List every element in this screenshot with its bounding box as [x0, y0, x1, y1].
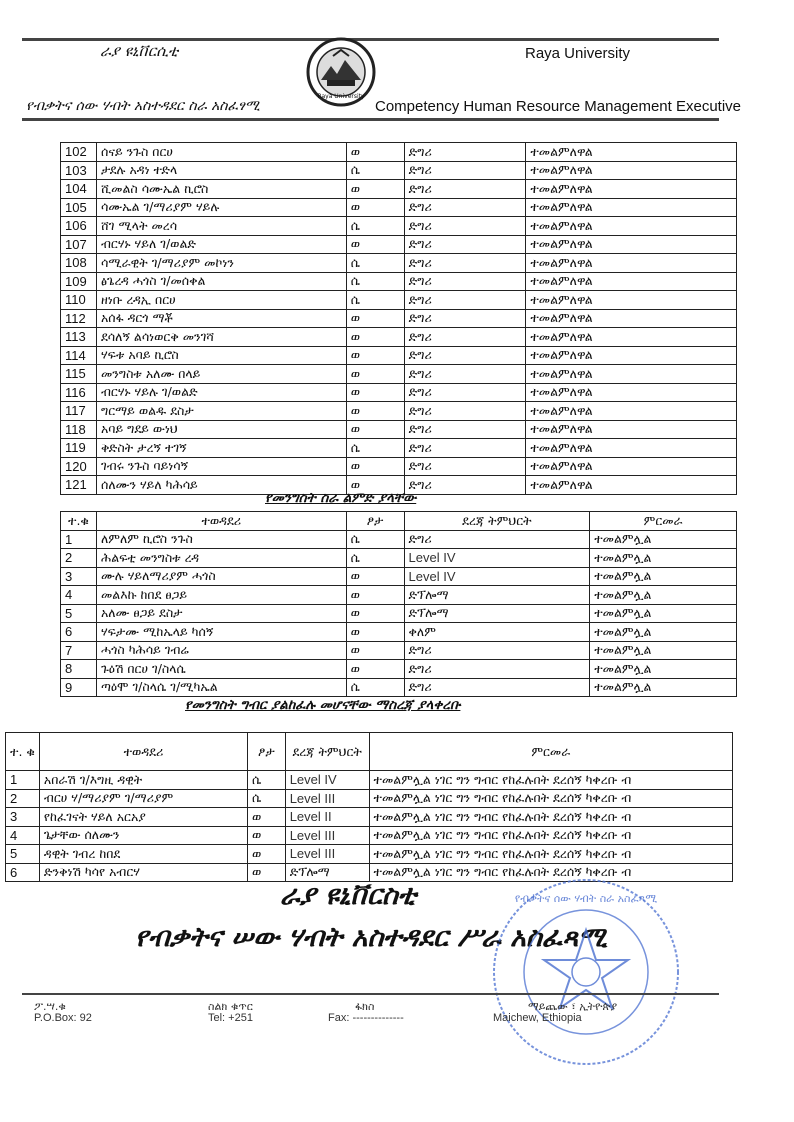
gender: ሴ	[248, 789, 286, 808]
table-row	[61, 291, 737, 310]
table-row	[61, 678, 737, 697]
candidate-name: ሃፍታሙ ሚከኤላይ ካሰኝ	[96, 623, 346, 642]
education-level: Level III	[285, 845, 369, 864]
gender: ወ	[346, 604, 404, 623]
office-name-am: የብቃትና ሰው ሃብት አስተዳደር ስራ አስፈፃሚ	[26, 98, 260, 114]
seal-text: የብቃትና ሰው ሃብት ስራ አስፈጻሚ	[514, 892, 658, 905]
education-level: ድግሪ	[404, 420, 526, 439]
row-number: 7	[61, 641, 97, 660]
candidate-name: ሳሙኤል ገ/ማሪያም ሃይሉ	[96, 198, 346, 217]
gender: ወ	[346, 476, 404, 495]
table-row	[6, 845, 733, 864]
candidate-name: ሰለሙን ሃይለ ካሕሳይ	[96, 476, 346, 495]
table-row	[61, 309, 737, 328]
education-level: ድግሪ	[404, 457, 526, 476]
gender: ወ	[346, 623, 404, 642]
education-level: ድግሪ	[404, 198, 526, 217]
university-name-am: ራያ ዩኒቨርሲቲ	[100, 42, 179, 60]
gender: ወ	[248, 808, 286, 827]
education-level: ድግሪ	[404, 383, 526, 402]
status: ተመልምሏል	[590, 660, 737, 679]
gender: ወ	[346, 567, 404, 586]
status: ተመልምሏል ነገር ግን ግብር የከፈሉበት ደረሰኝ ካቀረቡ ብ	[369, 863, 732, 882]
education-level: ድፕሎማ	[404, 586, 590, 605]
row-number: 3	[61, 567, 97, 586]
gender: ሴ	[346, 530, 404, 549]
table-row	[61, 420, 737, 439]
pobox-value: P.O.Box: 92	[34, 1012, 92, 1024]
row-number: 5	[61, 604, 97, 623]
table-row	[61, 567, 737, 586]
row-number: 4	[61, 586, 97, 605]
row-number: 112	[61, 309, 97, 328]
gender: ወ	[346, 143, 404, 162]
status: ተመልምሏል ነገር ግን ግብር የከፈሉበት ደረሰኝ ካቀረቡ ብ	[369, 845, 732, 864]
row-number: 2	[61, 549, 97, 568]
office-seal	[486, 872, 686, 1072]
candidate-name: ሺመልስ ሳሙኤል ኪሮስ	[96, 180, 346, 199]
row-number: 102	[61, 143, 97, 162]
education-level: Level IV	[404, 567, 590, 586]
education-level: Level IV	[404, 549, 590, 568]
candidate-name: ሸገ ሚላት መረሳ	[96, 217, 346, 236]
status: ተመልምለዋል	[526, 291, 737, 310]
row-number: 108	[61, 254, 97, 273]
gender: ሴ	[346, 272, 404, 291]
table-row	[61, 549, 737, 568]
column-header-education-level: ደረጃ ትምህርት	[285, 733, 369, 771]
table-row	[61, 457, 737, 476]
gender: ወ	[346, 365, 404, 384]
status: ተመልምለዋል	[526, 254, 737, 273]
stamp-line-1: ራያ ዩኒቨርስቲ	[280, 880, 417, 911]
table-row	[61, 254, 737, 273]
table-row	[61, 198, 737, 217]
table-row	[61, 623, 737, 642]
education-level: Level III	[285, 789, 369, 808]
section2-title: የመንግስት ስራ ልምድ ያላቸው	[265, 490, 417, 506]
gender: ወ	[346, 309, 404, 328]
status: ተመልምለዋል	[526, 365, 737, 384]
row-number: 6	[61, 623, 97, 642]
table-row	[6, 826, 733, 845]
header-bottom-rule	[22, 118, 719, 121]
gender: ወ	[346, 235, 404, 254]
row-number: 6	[6, 863, 40, 882]
candidate-name: መንግስቱ አለሙ በላይ	[96, 365, 346, 384]
row-number: 8	[61, 660, 97, 679]
row-number: 1	[61, 530, 97, 549]
row-number: 109	[61, 272, 97, 291]
status: ተመልምለዋል	[526, 161, 737, 180]
education-level: ድግሪ	[404, 641, 590, 660]
candidate-name: ሙሉ ሃይለማሪያም ሓጎስ	[96, 567, 346, 586]
gender: ሴ	[346, 439, 404, 458]
row-number: 2	[6, 789, 40, 808]
education-level: ድግሪ	[404, 365, 526, 384]
row-number: 106	[61, 217, 97, 236]
row-number: 103	[61, 161, 97, 180]
column-header-row-number: ተ. ቁ	[6, 733, 40, 771]
education-level: ድግሪ	[404, 180, 526, 199]
candidate-name: ብርሀ ሃ/ማሪያም ገ/ማሪያም	[39, 789, 247, 808]
candidate-name: ገብሩ ንጉስ ባይነሳኝ	[96, 457, 346, 476]
office-name-en: Competency Human Resource Management Executive	[375, 98, 742, 115]
education-level: ድግሪ	[404, 143, 526, 162]
university-name-en: Raya University	[525, 45, 631, 62]
table-row	[61, 383, 737, 402]
education-level: ድግሪ	[404, 660, 590, 679]
row-number: 104	[61, 180, 97, 199]
education-level: ድግሪ	[404, 272, 526, 291]
gender: ወ	[248, 826, 286, 845]
candidate-name: ታደሉ አዳነ ተድላ	[96, 161, 346, 180]
row-number: 5	[6, 845, 40, 864]
education-level: ድግሪ	[404, 439, 526, 458]
status: ተመልምለዋል	[526, 420, 737, 439]
recruited-table-1	[60, 142, 737, 495]
table-row	[61, 328, 737, 347]
row-number: 113	[61, 328, 97, 347]
candidate-name: ሓጎስ ካሕሳይ ገብሬ	[96, 641, 346, 660]
status: ተመልምሏል	[590, 549, 737, 568]
table-row	[61, 586, 737, 605]
candidate-name: ብርሃኑ ሃይሉ ገ/ወልድ	[96, 383, 346, 402]
gender: ሴ	[346, 254, 404, 273]
gender: ሴ	[346, 161, 404, 180]
status: ተመልምለዋል	[526, 476, 737, 495]
education-level: ድግሪ	[404, 291, 526, 310]
status: ተመልምለዋል	[526, 180, 737, 199]
gender: ወ	[346, 198, 404, 217]
gender: ወ	[346, 383, 404, 402]
address-value: Maichew, Ethiopia	[493, 1012, 582, 1024]
status: ተመልምለዋል	[526, 272, 737, 291]
candidate-name: መልእኩ ከበደ ፀጋይ	[96, 586, 346, 605]
status: ተመልምሏል	[590, 641, 737, 660]
education-level: Level II	[285, 808, 369, 827]
table-row	[61, 439, 737, 458]
candidate-name: ጉዕሽ በርሀ ገ/ስላሴ	[96, 660, 346, 679]
education-level: ድግሪ	[404, 678, 590, 697]
candidate-name: ሕልፍቲ መንግስቱ ረዳ	[96, 549, 346, 568]
education-level: ድፕሎማ	[285, 863, 369, 882]
table-row	[61, 660, 737, 679]
table-row	[61, 402, 737, 421]
table-row	[61, 217, 737, 236]
candidate-name: አበራሽ ገ/እግዚ ዳዊት	[39, 771, 247, 790]
address-label: ማይጨው ፣ ኢትዮጵያ	[528, 1000, 618, 1013]
status: ተመልምለዋል	[526, 402, 737, 421]
status: ተመልምለዋል	[526, 198, 737, 217]
gender: ወ	[248, 863, 286, 882]
tax-pending-table	[5, 732, 733, 882]
education-level: ቀለም	[404, 623, 590, 642]
column-header-status: ምርመራ	[590, 512, 737, 531]
table-row	[61, 272, 737, 291]
table-row	[61, 143, 737, 162]
candidate-name: የከፈገናት ሃይለ አርአያ	[39, 808, 247, 827]
candidate-name: ግርማይ ወልዱ ደስታ	[96, 402, 346, 421]
gender: ወ	[346, 641, 404, 660]
status: ተመልምሏል	[590, 604, 737, 623]
table-row	[61, 180, 737, 199]
education-level: Level III	[285, 826, 369, 845]
status: ተመልምለዋል	[526, 217, 737, 236]
status: ተመልምለዋል	[526, 383, 737, 402]
stamp-line-2: የብቃትና ሠው ሃብት አስተዳደር ሥራ አስፈጻሚ	[135, 922, 608, 953]
table-row	[61, 346, 737, 365]
table-row	[6, 808, 733, 827]
row-number: 3	[6, 808, 40, 827]
candidate-name: አሰፋ ዳርጎ ማቾ	[96, 309, 346, 328]
candidate-name: ደሳለኝ ልሳነወርቅ መንገሻ	[96, 328, 346, 347]
status: ተመልምለዋል	[526, 235, 737, 254]
gender: ወ	[346, 457, 404, 476]
status: ተመልምሏል	[590, 623, 737, 642]
gender: ሴ	[346, 291, 404, 310]
status: ተመልምሏል ነገር ግን ግብር የከፈሉበት ደረሰኝ ካቀረቡ ብ	[369, 826, 732, 845]
table-row	[61, 161, 737, 180]
education-level: ድግሪ	[404, 346, 526, 365]
table-row	[61, 365, 737, 384]
education-level: ድግሪ	[404, 254, 526, 273]
column-header-candidate-name: ተወዳደሪ	[39, 733, 247, 771]
candidate-name: ፅጌረዳ ሓጎስ ገ/መሰቀል	[96, 272, 346, 291]
table-row	[61, 604, 737, 623]
gender: ሴ	[248, 771, 286, 790]
row-number: 4	[6, 826, 40, 845]
status: ተመልምለዋል	[526, 143, 737, 162]
table-row	[61, 235, 737, 254]
education-level: Level IV	[285, 771, 369, 790]
row-number: 121	[61, 476, 97, 495]
gender: ወ	[248, 845, 286, 864]
gender: ወ	[346, 402, 404, 421]
status: ተመልምለዋል	[526, 457, 737, 476]
candidate-name: አባይ ግደይ ውነህ	[96, 420, 346, 439]
tel-value: Tel: +251	[208, 1012, 253, 1024]
candidate-name: ጌታቸው ሰለሙን	[39, 826, 247, 845]
recruited-table-2	[60, 511, 737, 697]
candidate-name: ዘነቡ ረዳኢ በርሀ	[96, 291, 346, 310]
gender: ሴ	[346, 549, 404, 568]
education-level: ድግሪ	[404, 161, 526, 180]
gender: ሴ	[346, 678, 404, 697]
education-level: ድግሪ	[404, 309, 526, 328]
status: ተመልምለዋል	[526, 309, 737, 328]
candidate-name: ድንቅነሽ ካሳየ አብርሃ	[39, 863, 247, 882]
column-header-education-level: ደረጃ ትምህርት	[404, 512, 590, 531]
gender: ወ	[346, 586, 404, 605]
table-row	[6, 789, 733, 808]
table-row	[6, 771, 733, 790]
gender: ወ	[346, 328, 404, 347]
candidate-name: ዳዊት ገብረ ከበደ	[39, 845, 247, 864]
education-level: ድግሪ	[404, 235, 526, 254]
education-level: ድግሪ	[404, 328, 526, 347]
column-header-row-number: ተ.ቁ	[61, 512, 97, 531]
status: ተመልምሏል	[590, 586, 737, 605]
row-number: 114	[61, 346, 97, 365]
table-row	[61, 641, 737, 660]
status: ተመልምሏል ነገር ግን ግብር የከፈሉበት ደረሰኝ ካቀረቡ ብ	[369, 789, 732, 808]
status: ተመልምለዋል	[526, 328, 737, 347]
row-number: 9	[61, 678, 97, 697]
education-level: ድግሪ	[404, 217, 526, 236]
row-number: 115	[61, 365, 97, 384]
gender: ወ	[346, 420, 404, 439]
status: ተመልምለዋል	[526, 346, 737, 365]
fax-label: ፋክስ	[355, 1000, 375, 1013]
status: ተመልምሏል ነገር ግን ግብር የከፈሉበት ደረሰኝ ካቀረቡ ብ	[369, 771, 732, 790]
status: ተመልምለዋል	[526, 439, 737, 458]
candidate-name: ሰናይ ንጉስ በርሀ	[96, 143, 346, 162]
education-level: ድፕሎማ	[404, 604, 590, 623]
section3-title: የመንግስት ግብር ያልከፈሉ መሆናቸው ማስረጃ ያላቀረቡ	[185, 697, 461, 713]
tel-label: ስልክ ቁጥር	[208, 1000, 253, 1013]
fax-value: Fax: --------------	[328, 1012, 404, 1024]
candidate-name: ብርሃኑ ሃይለ ገ/ወልድ	[96, 235, 346, 254]
row-number: 117	[61, 402, 97, 421]
column-header-gender: ፆታ	[346, 512, 404, 531]
candidate-name: ሃፍቱ አባይ ኪሮስ	[96, 346, 346, 365]
pobox-label: ፖ.ሣ.ቁ	[34, 1000, 66, 1013]
row-number: 119	[61, 439, 97, 458]
status: ተመልምሏል	[590, 567, 737, 586]
university-logo	[305, 36, 377, 108]
candidate-name: ሳሚራዊት ገ/ማሪያም መኮነን	[96, 254, 346, 273]
column-header-gender: ፆታ	[248, 733, 286, 771]
footer-rule	[22, 993, 719, 995]
column-header-status: ምርመራ	[369, 733, 732, 771]
row-number: 1	[6, 771, 40, 790]
status: ተመልምሏል ነገር ግን ግብር የከፈሉበት ደረሰኝ ካቀረቡ ብ	[369, 808, 732, 827]
education-level: ድግሪ	[404, 476, 526, 495]
row-number: 110	[61, 291, 97, 310]
gender: ወ	[346, 346, 404, 365]
gender: ወ	[346, 180, 404, 199]
candidate-name: ቅድስት ታረኝ ተገኝ	[96, 439, 346, 458]
row-number: 107	[61, 235, 97, 254]
row-number: 120	[61, 457, 97, 476]
status: ተመልምሏል	[590, 678, 737, 697]
row-number: 105	[61, 198, 97, 217]
logo-text: Raya University	[317, 93, 365, 100]
education-level: ድግሪ	[404, 530, 590, 549]
candidate-name: ለምለም ኪሮስ ንጉስ	[96, 530, 346, 549]
table-row	[61, 530, 737, 549]
column-header-candidate-name: ተወዳደሪ	[96, 512, 346, 531]
education-level: ድግሪ	[404, 402, 526, 421]
row-number: 118	[61, 420, 97, 439]
row-number: 116	[61, 383, 97, 402]
candidate-name: ጣዕሞ ገ/ስላሴ ገ/ሚካኤል	[96, 678, 346, 697]
status: ተመልምሏል	[590, 530, 737, 549]
gender: ሴ	[346, 217, 404, 236]
gender: ወ	[346, 660, 404, 679]
candidate-name: አለሙ ፀጋይ ደስታ	[96, 604, 346, 623]
